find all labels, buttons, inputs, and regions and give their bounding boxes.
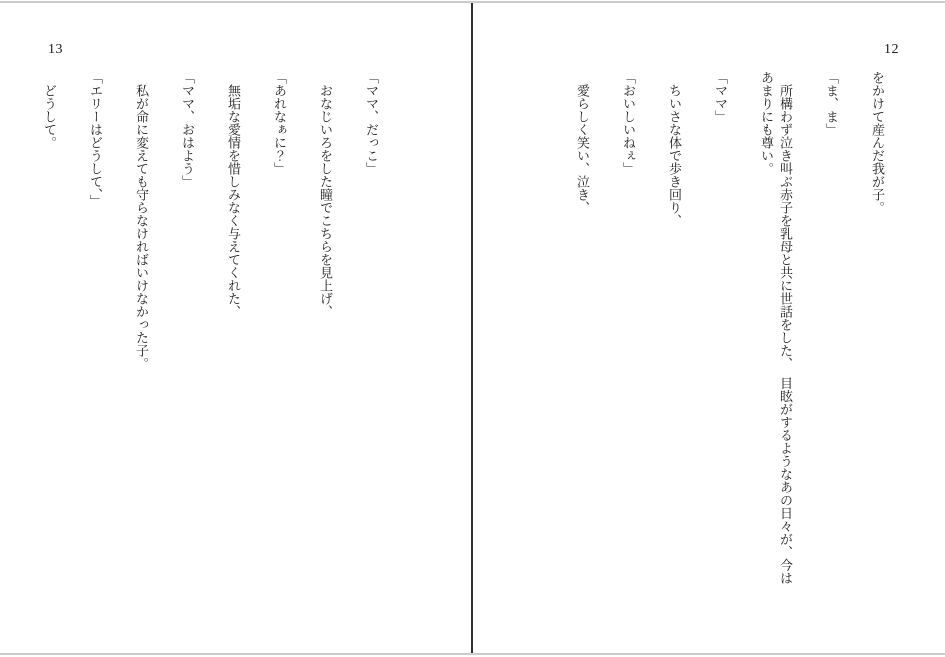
page-text-right bbox=[573, 71, 887, 597]
right-page[interactable] bbox=[474, 0, 945, 657]
text-line: 無垢な愛情を惜しみなく与えてくれた、 bbox=[226, 84, 241, 318]
text-line: ちいさな体で歩き回り、 bbox=[667, 84, 682, 227]
text-line: 「ママ、おはよう」 bbox=[180, 71, 195, 188]
text-line: をかけて産んだ我が子。 bbox=[870, 71, 885, 214]
text-line: 「ま、ま」 bbox=[824, 71, 839, 136]
text-line: 「おいしいねぇ」 bbox=[621, 71, 636, 175]
text-line: どうして。 bbox=[42, 84, 57, 149]
text-line: 「ママ」 bbox=[713, 71, 728, 123]
text-line: おなじいろをした瞳でこちらを見上げ、 bbox=[318, 84, 333, 318]
text-line: 私が命に変えても守らなければいけなかった子。 bbox=[134, 84, 149, 370]
text-line: 「ママ、だっこ」 bbox=[364, 71, 379, 175]
left-page[interactable] bbox=[0, 0, 471, 657]
text-line: 「あれなぁに？」 bbox=[272, 71, 287, 175]
page-number-left: 13 bbox=[48, 42, 63, 57]
text-line: 「エリーはどうして、」 bbox=[88, 71, 103, 208]
text-line: 所構わず泣き叫ぶ赤子を乳母と共に世話をした、 目眩がするようなあの日々が、今はあまりにも尊い。 bbox=[759, 71, 793, 585]
page-text-left bbox=[40, 71, 381, 597]
page-spread-divider bbox=[471, 3, 473, 653]
page-number-right: 12 bbox=[884, 42, 899, 57]
bottom-border-rule bbox=[0, 653, 945, 655]
text-line: 愛らしく笑い、泣き、 bbox=[575, 84, 590, 214]
